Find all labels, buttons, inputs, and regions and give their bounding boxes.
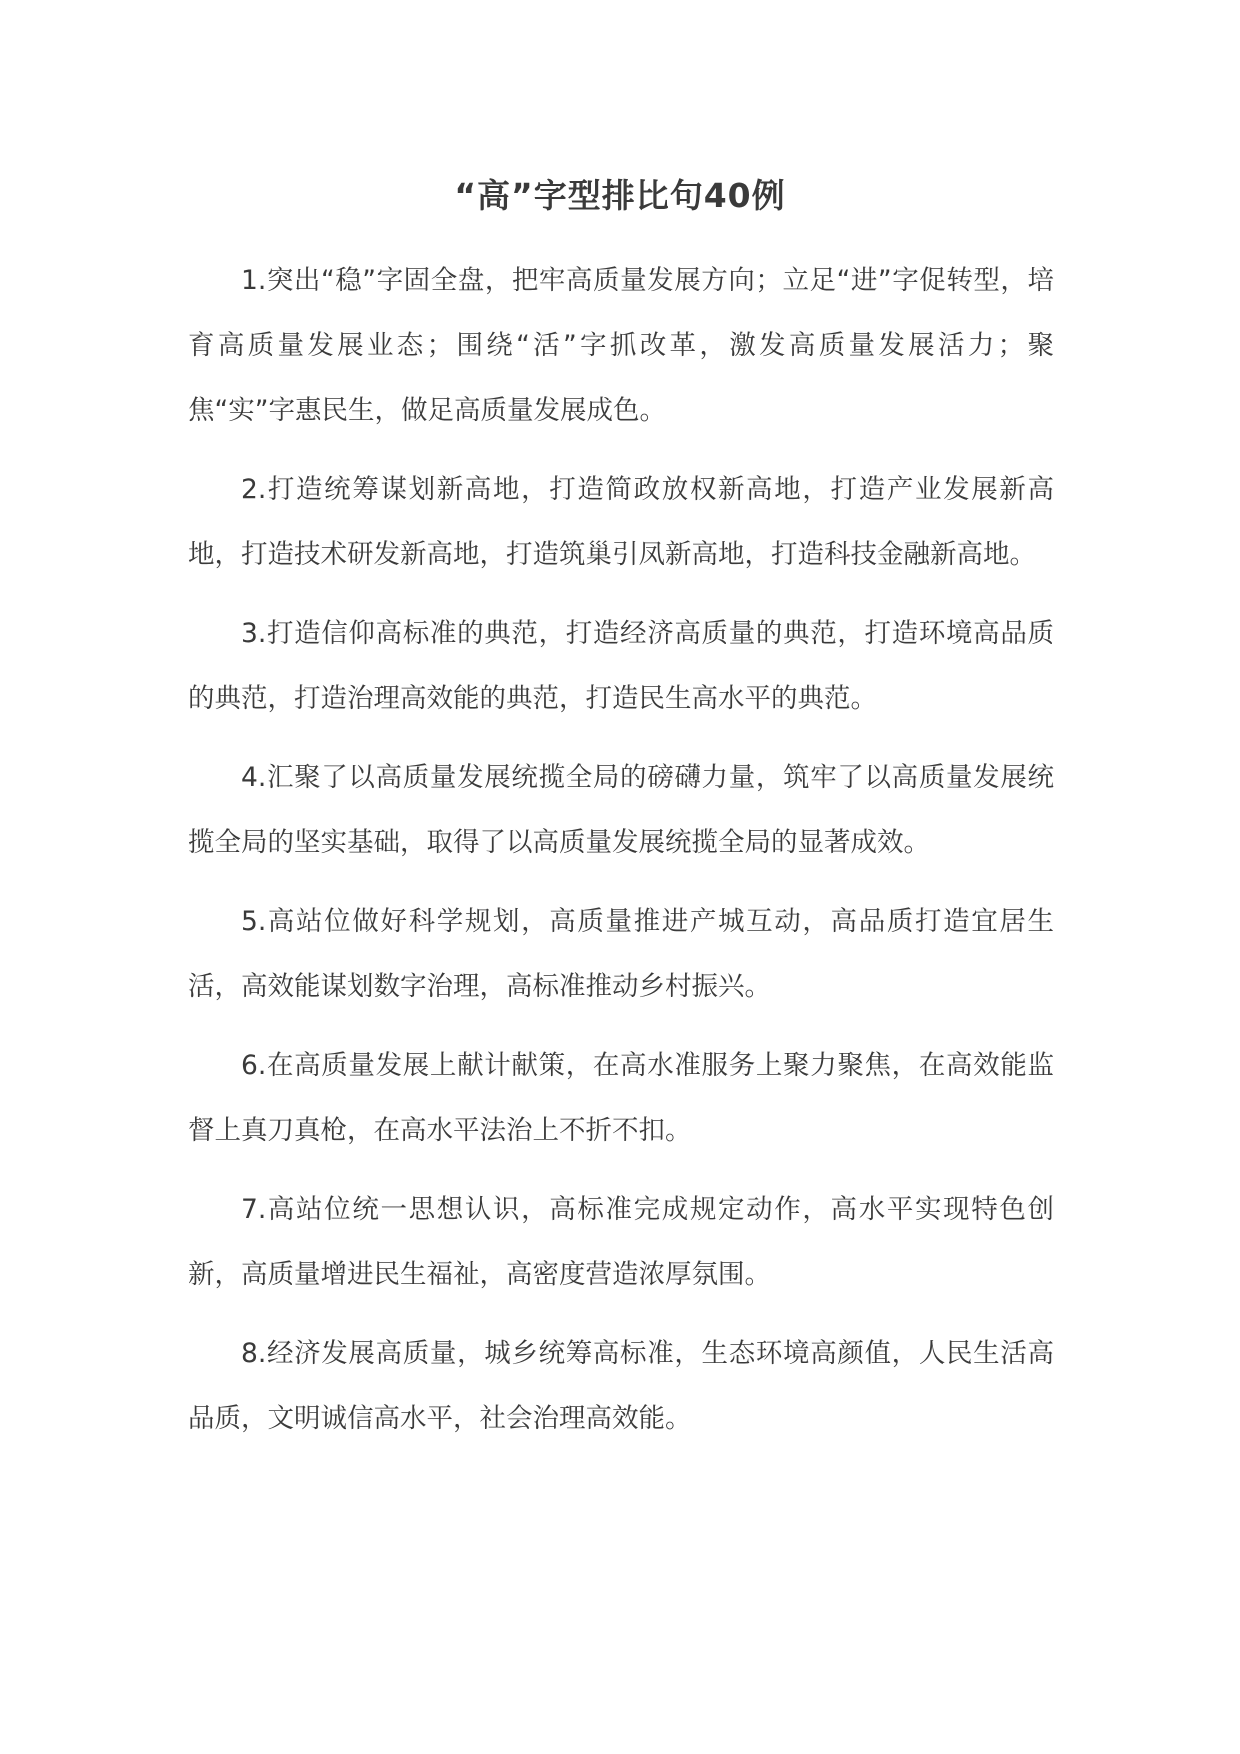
paragraph-4: 4.汇聚了以高质量发展统揽全局的磅礴力量，筑牢了以高质量发展统揽全局的坚实基础，取得了以高质量发展统揽全局的显著成效。 [188, 762, 1054, 858]
document-title: “高”字型排比句40例 [454, 176, 786, 215]
paragraph-1: 1.突出“稳”字固全盘，把牢高质量发展方向；立足“进”字促转型，培育高质量发展业态；围绕“活”字抓改革，激发高质量发展活力；聚焦“实”字惠民生，做足高质量发展成色。 [188, 265, 1054, 426]
paragraph-5: 5.高站位做好科学规划，高质量推进产城互动，高品质打造宜居生活，高效能谋划数字治理，高标准推动乡村振兴。 [188, 906, 1054, 1002]
paragraph-2: 2.打造统筹谋划新高地，打造简政放权新高地，打造产业发展新高地，打造技术研发新高地，打造筑巢引凤新高地，打造科技金融新高地。 [188, 474, 1054, 570]
paragraph-6: 6.在高质量发展上献计献策，在高水准服务上聚力聚焦，在高效能监督上真刀真枪，在高水平法治上不折不扣。 [188, 1050, 1054, 1146]
document-body [188, 248, 1054, 1465]
paragraph-7: 7.高站位统一思想认识，高标准完成规定动作，高水平实现特色创新，高质量增进民生福祉，高密度营造浓厚氛围。 [188, 1194, 1054, 1290]
paragraph-8: 8.经济发展高质量，城乡统筹高标准，生态环境高颜值，人民生活高品质，文明诚信高水平，社会治理高效能。 [188, 1338, 1054, 1434]
paragraph-3: 3.打造信仰高标准的典范，打造经济高质量的典范，打造环境高品质的典范，打造治理高效能的典范，打造民生高水平的典范。 [188, 618, 1054, 714]
